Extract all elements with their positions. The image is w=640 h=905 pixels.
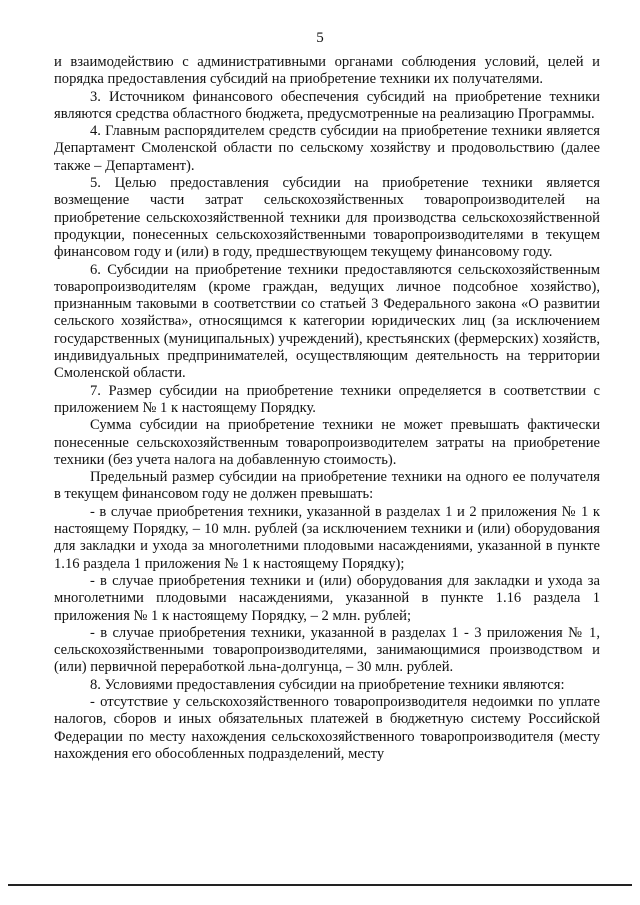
- paragraph-4-main-administrator: 4. Главным распорядителем средств субсидии на приобретение техники является Департамент Смоленской области по сельскому хозяйству и продовольствию (далее также – Департамент).: [54, 123, 600, 174]
- list-item-no-arrears: - отсутствие у сельскохозяйственного товаропроизводителя недоимки по уплате налогов, сборов и иных обязательных платежей в бюджетную систему Российской Федерации по месту нахождения сельскохозяйственного товаропроизводителя (месту нахождения его обособленных подразделений, месту: [54, 693, 600, 762]
- paragraph-max-amount: Предельный размер субсидии на приобретение техники на одного ее получателя в текущем финансовом году не должен превышать:: [54, 469, 600, 503]
- document-body: [54, 54, 600, 763]
- paragraph-7-amount: 7. Размер субсидии на приобретение техники определяется в соответствии с приложением № 1 к настоящему Порядку.: [54, 382, 600, 416]
- paragraph-continuation: и взаимодействию с административными органами соблюдения условий, целей и порядка предоставления субсидий на приобретение техники их получателями.: [54, 54, 600, 88]
- list-item-sections-1-2: - в случае приобретения техники, указанной в разделах 1 и 2 приложения № 1 к настоящему Порядку, – 10 млн. рублей (за исключением техники и (или) оборудования для закладки и ухода за многолетними плодовыми насаждениями, указанной в пункте 1.16 раздела 1 приложения № 1 к настоящему Порядку);: [54, 503, 600, 572]
- list-item-orchard-equipment: - в случае приобретения техники и (или) оборудования для закладки и ухода за многолетними плодовыми насаждениями, указанной в пункте 1.16 раздела 1 приложения № 1 к настоящему Порядку, – 2 млн. рублей;: [54, 572, 600, 624]
- paragraph-3-funding-source: 3. Источником финансового обеспечения субсидий на приобретение техники являются средства областного бюджета, предусмотренные на реализацию Программы.: [54, 88, 600, 122]
- paragraph-5-purpose: 5. Целью предоставления субсидии на приобретение техники является возмещение части затрат сельскохозяйственных товаропроизводителей на приобретение сельскохозяйственной техники для производства сельскохозяйственной продукции, понесенных сельскохозяйственными товаропроизводителями в текущем финансовом году и (или) в году, предшествующем текущему финансовому году.: [54, 175, 600, 261]
- paragraph-6-recipients: 6. Субсидии на приобретение техники предоставляются сельскохозяйственным товаропроизводителям (кроме граждан, ведущих личное подсобное хозяйство), признанным таковыми в соответствии со статьей 3 Федерального закона «О развитии сельского хозяйства», относящимся к категории юридических лиц (за исключением государственных (муниципальных) учреждений), крестьянских (фермерских) хозяйств, индивидуальных предпринимателей, осуществляющим деятельность на территории Смоленской области.: [54, 261, 600, 382]
- page-number: 5: [316, 30, 324, 46]
- bottom-divider: [8, 884, 632, 886]
- paragraph-8-conditions: 8. Условиями предоставления субсидии на приобретение техники являются:: [90, 676, 565, 693]
- paragraph-amount-limit: Сумма субсидии на приобретение техники не может превышать фактически понесенные сельскохозяйственным товаропроизводителем затраты на приобретение техники (без учета налога на добавленную стоимость).: [54, 417, 600, 468]
- list-item-flax-producers: - в случае приобретения техники, указанной в разделах 1 - 3 приложения № 1, сельскохозяйственными товаропроизводителями, занимающимися производством и (или) первичной переработкой льна-долгунца, – 30 млн. рублей.: [54, 624, 600, 676]
